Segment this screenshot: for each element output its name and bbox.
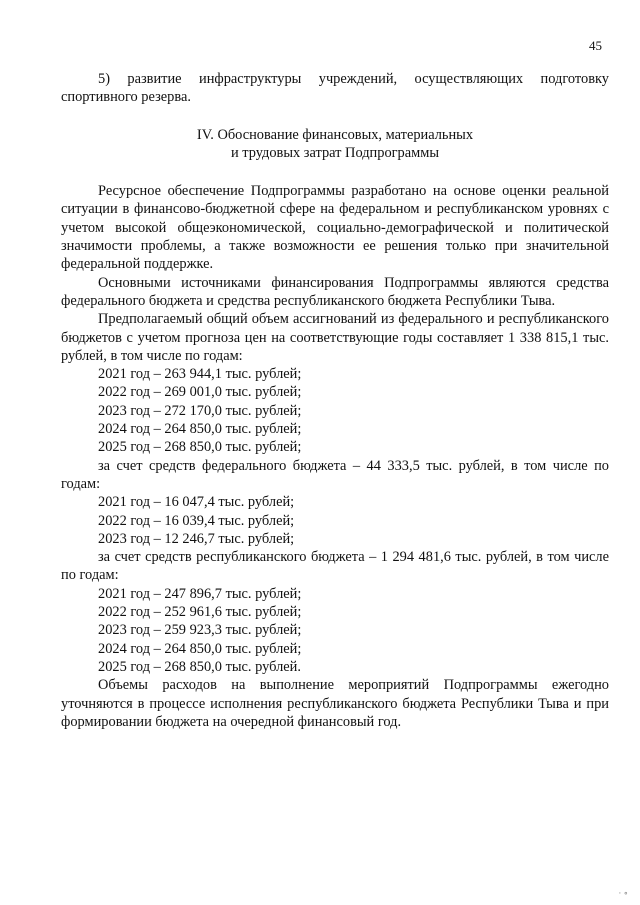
federal-year-2023: 2023 год – 12 246,7 тыс. рублей; (98, 530, 295, 547)
total-by-year-list (61, 365, 609, 456)
paragraph-resource-provision: Ресурсное обеспечение Подпрограммы разработано на основе оценки реальной ситуации в финансово-бюджетной сфере на федеральном и республиканском уровнях с учетом высокой общеэкономической, социально-демографической и политической значимости проблемы, а также возможности ее решения только при значительной федеральной поддержке. (61, 183, 609, 273)
list-item-5: 5) развитие инфраструктуры учреждений, осуществляющих подготовку спортивного резерва. (61, 71, 609, 106)
section-heading-line-2: и трудовых затрат Подпрограммы (230, 144, 440, 161)
page-number: 45 (589, 38, 602, 53)
total-year-2022: 2022 год – 269 001,0 тыс. рублей; (98, 384, 302, 401)
document-body (61, 70, 609, 731)
paragraph-total-allocation: Предполагаемый общий объем ассигнований из федерального и республиканского бюджетов с учетом прогноза цен на соответствующие годы составляет 1 338 815,1 тыс. рублей, в том числе по годам: (61, 311, 609, 364)
federal-year-2021: 2021 год – 16 047,4 тыс. рублей; (98, 494, 295, 511)
paragraph-funding-sources: Основными источниками финансирования Подпрограммы являются средства федерального бюджета и средства республиканского бюджета Республики Тыва. (61, 274, 609, 309)
federal-by-year-list (61, 493, 609, 548)
republic-year-2025: 2025 год – 268 850,0 тыс. рублей. (98, 658, 301, 675)
section-heading-line-1: IV. Обоснование финансовых, материальных (196, 126, 474, 143)
republic-year-2024: 2024 год – 264 850,0 тыс. рублей; (98, 640, 302, 657)
paragraph-republic-budget: за счет средств республиканского бюджета – 1 294 481,6 тыс. рублей, в том числе по годам: (61, 549, 609, 584)
republic-by-year-list (61, 585, 609, 676)
total-year-2021: 2021 год – 263 944,1 тыс. рублей; (98, 366, 302, 383)
federal-year-2022: 2022 год – 16 039,4 тыс. рублей; (98, 512, 295, 529)
paragraph-federal-budget: за счет средств федерального бюджета – 44 333,5 тыс. рублей, в том числе по годам: (61, 457, 609, 492)
republic-year-2021: 2021 год – 247 896,7 тыс. рублей; (98, 585, 302, 602)
republic-year-2022: 2022 год – 252 961,6 тыс. рублей; (98, 604, 302, 621)
republic-year-2023: 2023 год – 259 923,3 тыс. рублей; (98, 622, 302, 639)
total-year-2024: 2024 год – 264 850,0 тыс. рублей; (98, 421, 302, 438)
paragraph-annual-adjustment: Объемы расходов на выполнение мероприятий Подпрограммы ежегодно уточняются в процессе исполнения республиканского бюджета Республики Тыва и при формировании бюджета на очередной финансовый год. (61, 677, 609, 730)
total-year-2023: 2023 год – 272 170,0 тыс. рублей; (98, 402, 302, 419)
scan-corner-mark: · ∘ (618, 888, 628, 898)
section-heading (61, 126, 609, 163)
total-year-2025: 2025 год – 268 850,0 тыс. рублей; (98, 439, 302, 456)
